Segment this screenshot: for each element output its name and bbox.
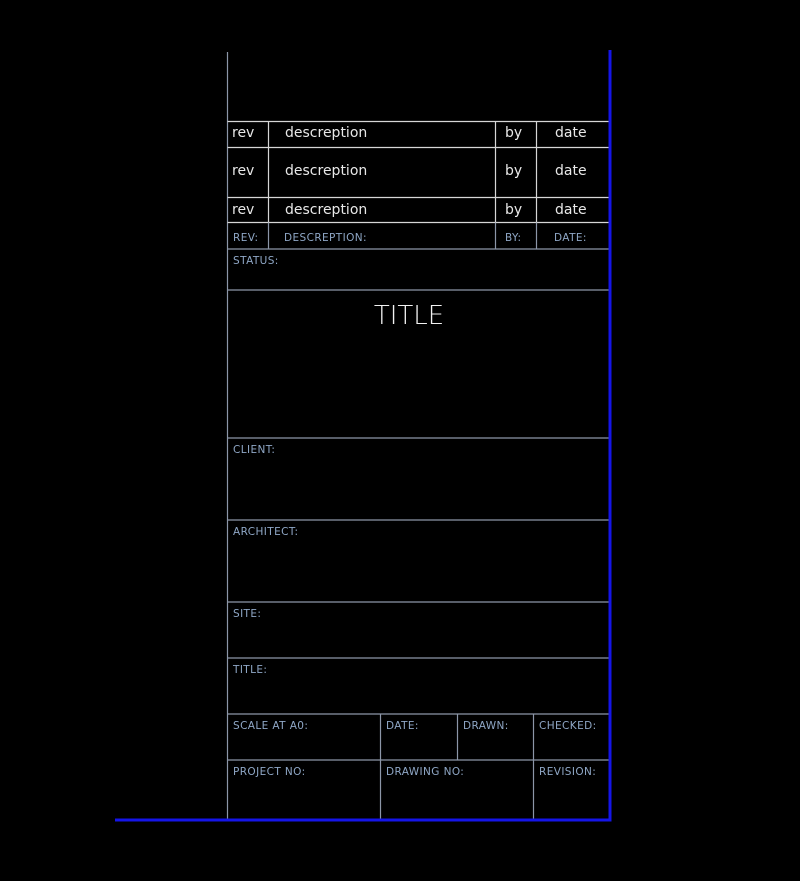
rev-header-rev: REV: (233, 232, 259, 244)
rev-row-2-date: date (555, 163, 587, 179)
architect-label: ARCHITECT: (233, 526, 299, 538)
rev-row-2-by: by (505, 163, 523, 179)
drawn-label: DRAWN: (463, 720, 509, 732)
client-label: CLIENT: (233, 444, 276, 456)
main-title: TITLE (373, 301, 445, 331)
rev-row-2-description: descreption (285, 163, 368, 179)
site-label: SITE: (233, 608, 262, 620)
rev-row-1-date: date (555, 125, 587, 141)
checked-label: CHECKED: (539, 720, 597, 732)
title-label: TITLE: (233, 664, 268, 676)
date-label: DATE: (386, 720, 419, 732)
rev-header-description: DESCREPTION: (284, 232, 367, 244)
revision-label: REVISION: (539, 766, 597, 778)
scale-label: SCALE AT A0: (233, 720, 309, 732)
rev-row-3-description: descreption (285, 202, 368, 218)
rev-row-1-description: descreption (285, 125, 368, 141)
rev-header-date: DATE: (554, 232, 587, 244)
rev-header-by: BY: (505, 232, 522, 244)
drawing-no-label: DRAWING NO: (386, 766, 465, 778)
rev-row-3-date: date (555, 202, 587, 218)
status-label: STATUS: (233, 255, 279, 267)
project-no-label: PROJECT NO: (233, 766, 306, 778)
rev-row-3-by: by (505, 202, 523, 218)
rev-row-2-rev: rev (232, 163, 255, 179)
title-block (115, 50, 612, 821)
rev-row-1-by: by (505, 125, 523, 141)
rev-row-3-rev: rev (232, 202, 255, 218)
rev-row-1-rev: rev (232, 125, 255, 141)
